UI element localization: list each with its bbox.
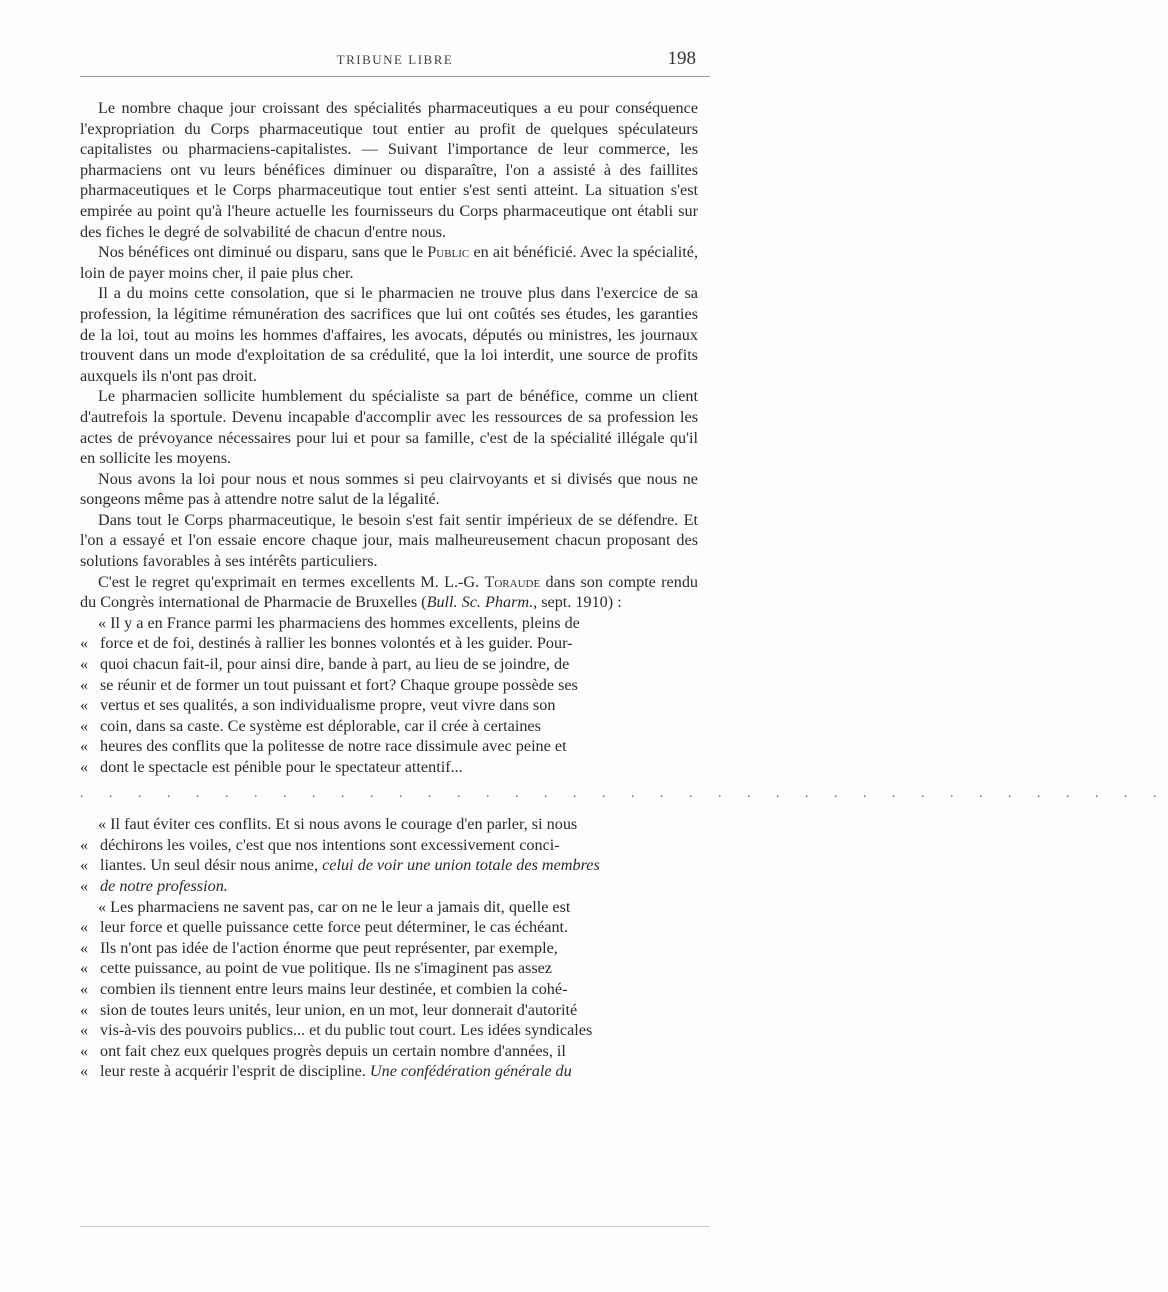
quote-line: « Il faut éviter ces conflits. Et si nous avons le courage d'en parler, si nous (98, 815, 578, 834)
quote-block-2 (80, 814, 698, 896)
quote-line: « liantes. Un seul désir nous anime, celui de voir une union totale des membres (80, 856, 600, 875)
quote-line: « cette puissance, au point de vue politique. Ils ne s'imaginent pas assez (80, 959, 552, 978)
quote-line: « leur reste à acquérir l'esprit de discipline. Une confédération générale du (80, 1062, 572, 1081)
quote-line: « vis-à-vis des pouvoirs publics... et du public tout court. Les idées syndicales (80, 1021, 593, 1040)
running-header (80, 46, 710, 82)
quote-block-1 (80, 613, 698, 778)
running-title: TRIBUNE LIBRE (336, 52, 454, 67)
paragraph: Le nombre chaque jour croissant des spécialités pharmaceutiques a eu pour conséquence l'expropriation du Corps pharmaceutique tout entier au profit de quelques spéculateurs capitalistes ou pharmaciens-capitalistes. — Suivant l'importance de leur commerce, les pharmaciens ont vu leurs bénéfices diminuer ou disparaître, l'on a assisté à des faillites pharmaceutiques et le Corps pharmaceutique tout entier s'est senti atteint. La situation s'est empirée au point qu'à l'heure actuelle les fournisseurs du Corps pharmaceutique ont établi sur des fiches le degré de solvabilité de chacun d'entre nous. (80, 99, 698, 241)
quote-line: « ont fait chez eux quelques progrès depuis un certain nombre d'années, il (80, 1041, 566, 1060)
paragraph: Nos bénéfices ont diminué ou disparu, sans que le Public en ait bénéficié. Avec la spécialité, loin de payer moins cher, il paie plus cher. (80, 243, 699, 282)
paragraph: C'est le regret qu'exprimait en termes excellents M. L.-G. Toraude dans son compte rendu du Congrès international de Pharmacie de Bruxelles (Bull. Sc. Pharm., sept. 1910) : (80, 572, 699, 612)
paragraph: Le pharmacien sollicite humblement du spécialiste sa part de bénéfice, comme un client d'autrefois la sportule. Devenu incapable d'accomplir avec les ressources de sa profession les actes de prévoyance nécessaires pour lui et pour sa famille, c'est de la spécialité illégale qu'il en sollicite les moyens. (80, 387, 698, 468)
author-name: Toraude (484, 572, 541, 591)
quote-line: « coin, dans sa caste. Ce système est déplorable, car il crée à certaines (80, 716, 541, 735)
paragraph: Dans tout le Corps pharmaceutique, le besoin s'est fait sentir impérieux de se défendre. Et l'on a essayé et l'on essaie encore chaque jour, mais malheureusement chacun proposant des solutions favorables à ses intérêts particuliers. (80, 510, 698, 571)
paragraph: Nous avons la loi pour nous et nous sommes si peu clairvoyants et si divisés que nous ne songeons même pas à attendre notre salut de la légalité. (80, 469, 698, 509)
header-rule (80, 76, 710, 77)
ellipsis-line: . . . . . . . . . . . . . . . . . . . . . . . . . . . . . . . . . . . . . . (80, 785, 1168, 801)
page-number: 198 (667, 48, 696, 69)
quote-line: « Les pharmaciens ne savent pas, car on ne le leur a jamais dit, quelle est (98, 897, 571, 916)
quote-block-3 (80, 897, 698, 1082)
quote-line: « vertus et ses qualités, a son individualisme propre, veut vivre dans son (80, 696, 556, 715)
quote-line: « sion de toutes leurs unités, leur union, en un mot, leur donnerait d'autorité (80, 1000, 578, 1019)
smallcaps-word: Public (427, 243, 470, 262)
quote-line: « dont le spectacle est pénible pour le spectateur attentif... (80, 758, 463, 776)
paragraph: Il a du moins cette consolation, que si le pharmacien ne trouve plus dans l'exercice de sa profession, la légitime rémunération des sacrifices que lui ont coûtés ses études, les garanties de la loi, tout au moins les hommes d'affaires, les avocats, députés ou ministres, les journaux trouvent dans un mode d'exploitation de sa crédulité, que la loi interdit, une source de profits auxquels ils n'ont pas droit. (80, 284, 698, 385)
journal-citation: Bull. Sc. Pharm. (426, 593, 534, 612)
quote-line: « leur force et quelle puissance cette force peut déterminer, le cas échéant. (80, 918, 569, 937)
quote-line: « combien ils tiennent entre leurs mains leur destinée, et combien la cohé- (80, 979, 568, 998)
quote-line: « force et de foi, destinés à rallier les bonnes volontés et à les guider. Pour- (80, 634, 573, 653)
quote-line: « se réunir et de former un tout puissant et fort? Chaque groupe possède ses (80, 675, 578, 694)
quote-line: « Ils n'ont pas idée de l'action énorme que peut représenter, par exemple, (80, 938, 558, 957)
quote-line: « quoi chacun fait-il, pour ainsi dire, bande à part, au lieu de se joindre, de (80, 655, 570, 674)
quote-line: « Il y a en France parmi les pharmaciens des hommes excellents, pleins de (98, 613, 580, 632)
bottom-rule (80, 1226, 710, 1227)
quote-line: « déchirons les voiles, c'est que nos intentions sont excessivement conci- (80, 835, 560, 854)
quote-line: « heures des conflits que la politesse de notre race dissimule avec peine et (80, 737, 567, 756)
quote-line: « de notre profession. (80, 876, 228, 895)
body-text (80, 98, 1168, 1082)
